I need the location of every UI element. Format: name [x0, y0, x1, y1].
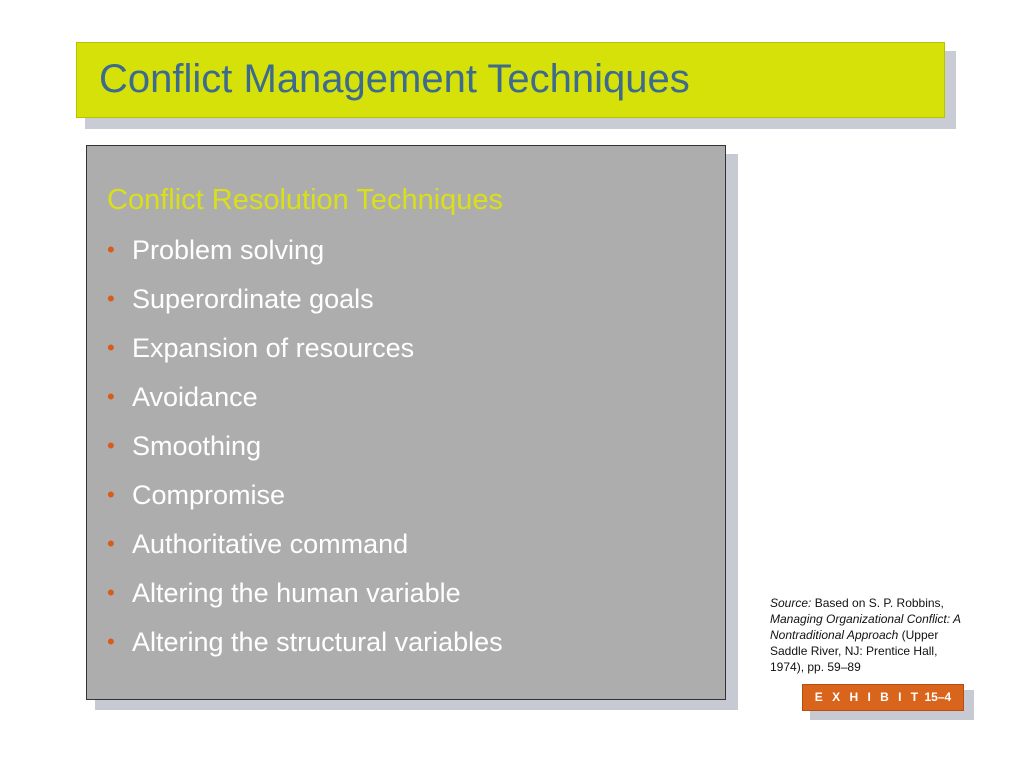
list-item-label: Avoidance [132, 382, 258, 412]
bullet-icon: • [107, 482, 115, 507]
technique-list [107, 234, 503, 675]
bullet-icon: • [107, 286, 115, 311]
title-banner [76, 42, 945, 118]
bullet-icon: • [107, 335, 115, 360]
exhibit-number: 15–4 [924, 690, 952, 704]
source-book-title: Managing Organizational Conflict: A Nontraditional Approach [770, 612, 961, 642]
bullet-icon: • [107, 433, 115, 458]
bullet-icon: • [107, 580, 115, 605]
bullet-icon: • [107, 531, 115, 556]
list-item [107, 234, 503, 283]
source-text-2: (Upper Saddle River, NJ: Prentice Hall, 1974), pp. 59–89 [770, 628, 939, 674]
list-item-label: Problem solving [132, 235, 325, 265]
list-item [107, 430, 503, 479]
list-item [107, 479, 503, 528]
list-item-label: Expansion of resources [132, 333, 415, 363]
source-citation [770, 595, 970, 675]
list-item-label: Superordinate goals [132, 284, 374, 314]
bullet-icon: • [107, 629, 115, 654]
list-item-label: Smoothing [132, 431, 262, 461]
list-item-label: Altering the human variable [132, 578, 461, 608]
exhibit-tag [802, 684, 964, 711]
list-item [107, 332, 503, 381]
list-item [107, 626, 503, 675]
list-item [107, 381, 503, 430]
panel-heading: Conflict Resolution Techniques [107, 184, 504, 216]
list-item-label: Altering the structural variables [132, 627, 503, 657]
list-item-label: Compromise [132, 480, 286, 510]
bullet-icon: • [107, 237, 115, 262]
list-item [107, 577, 503, 626]
list-item [107, 283, 503, 332]
slide-title: Conflict Management Techniques [99, 57, 690, 101]
source-label: Source: [770, 596, 812, 610]
source-text-1: Based on S. P. Robbins, [811, 596, 944, 610]
exhibit-label: E X H I B I T [814, 690, 922, 704]
bullet-icon: • [107, 384, 115, 409]
list-item-label: Authoritative command [132, 529, 409, 559]
content-panel [86, 145, 726, 700]
list-item [107, 528, 503, 577]
